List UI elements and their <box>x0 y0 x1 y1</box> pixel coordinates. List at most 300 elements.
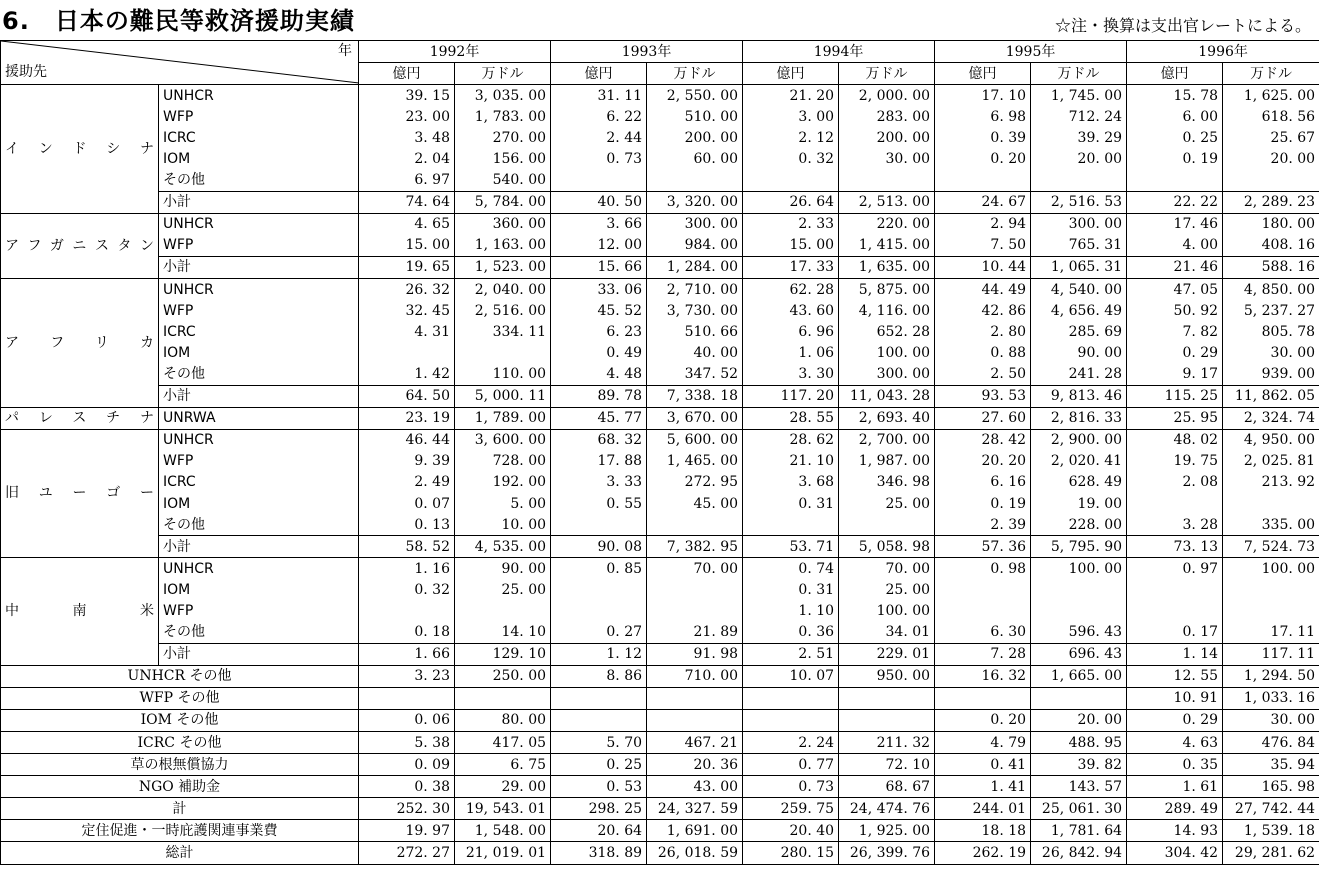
value-yen-cell: 15. 00 <box>359 235 455 257</box>
value-yen-cell: 50. 92 <box>1127 300 1223 321</box>
value-usd-cell: 5, 875. 00 <box>839 279 935 301</box>
value-usd-cell: 712. 24 <box>1031 106 1127 127</box>
value-yen-cell <box>1127 600 1223 621</box>
value-yen-cell: 0. 13 <box>359 514 455 536</box>
value-usd-cell: 283. 00 <box>839 106 935 127</box>
region-label: 旧ユーゴー <box>1 429 159 558</box>
value-usd-cell: 1, 783. 00 <box>455 106 551 127</box>
unit-yen-header: 億円 <box>935 63 1031 85</box>
value-yen-cell: 5. 38 <box>359 732 455 754</box>
value-usd-cell: 1, 033. 16 <box>1223 687 1319 709</box>
value-usd-cell: 24, 327. 59 <box>647 798 743 820</box>
value-usd-cell: 27, 742. 44 <box>1223 798 1319 820</box>
value-yen-cell: 0. 32 <box>743 148 839 169</box>
value-yen-cell: 62. 28 <box>743 279 839 301</box>
organization-label: ICRC <box>159 321 359 342</box>
value-usd-cell <box>1223 493 1319 514</box>
value-yen-cell: 3. 68 <box>743 472 839 493</box>
summary-row <box>1 687 1319 709</box>
value-yen-cell: 7. 50 <box>935 235 1031 257</box>
value-usd-cell: 540. 00 <box>455 170 551 192</box>
value-yen-cell: 15. 66 <box>551 256 647 278</box>
value-usd-cell: 2, 693. 40 <box>839 407 935 429</box>
value-usd-cell: 596. 43 <box>1031 622 1127 644</box>
value-yen-cell: 0. 73 <box>551 148 647 169</box>
organization-label: その他 <box>159 514 359 536</box>
value-yen-cell: 1. 61 <box>1127 776 1223 798</box>
value-yen-cell: 17. 46 <box>1127 213 1223 235</box>
value-usd-cell: 26, 018. 59 <box>647 842 743 864</box>
value-usd-cell: 21. 89 <box>647 622 743 644</box>
value-yen-cell: 0. 27 <box>551 622 647 644</box>
value-usd-cell: 25. 67 <box>1223 127 1319 148</box>
value-yen-cell: 1. 66 <box>359 643 455 665</box>
value-usd-cell <box>455 342 551 363</box>
value-usd-cell: 4, 850. 00 <box>1223 279 1319 301</box>
year-header: 1995年 <box>935 41 1127 63</box>
table-row <box>1 514 1319 536</box>
value-yen-cell: 0. 49 <box>551 342 647 363</box>
value-yen-cell: 0. 29 <box>1127 342 1223 363</box>
value-yen-cell: 19. 65 <box>359 256 455 278</box>
aid-table <box>0 40 1319 865</box>
unit-yen-header: 億円 <box>359 63 455 85</box>
value-usd-cell: 30. 00 <box>1223 342 1319 363</box>
value-usd-cell: 1, 625. 00 <box>1223 85 1319 107</box>
value-usd-cell <box>1223 600 1319 621</box>
value-usd-cell: 2, 516. 00 <box>455 300 551 321</box>
organization-label: IOM <box>159 579 359 600</box>
value-usd-cell: 3, 320. 00 <box>647 191 743 213</box>
value-usd-cell: 272. 95 <box>647 472 743 493</box>
value-yen-cell: 23. 00 <box>359 106 455 127</box>
value-usd-cell: 1, 284. 00 <box>647 256 743 278</box>
value-yen-cell: 0. 19 <box>1127 148 1223 169</box>
year-header: 1996年 <box>1127 41 1319 63</box>
organization-label: WFP <box>159 300 359 321</box>
value-yen-cell: 2. 08 <box>1127 472 1223 493</box>
subtotal-label: 小計 <box>159 385 359 407</box>
value-usd-cell: 285. 69 <box>1031 321 1127 342</box>
value-yen-cell: 28. 62 <box>743 429 839 451</box>
value-yen-cell <box>551 170 647 192</box>
value-yen-cell: 2. 80 <box>935 321 1031 342</box>
value-usd-cell: 21, 019. 01 <box>455 842 551 864</box>
value-yen-cell: 45. 77 <box>551 407 647 429</box>
value-yen-cell: 3. 00 <box>743 106 839 127</box>
value-usd-cell: 4, 116. 00 <box>839 300 935 321</box>
value-usd-cell: 241. 28 <box>1031 363 1127 385</box>
value-usd-cell <box>647 600 743 621</box>
unit-yen-header: 億円 <box>551 63 647 85</box>
value-usd-cell: 11, 043. 28 <box>839 385 935 407</box>
summary-label: ICRC その他 <box>1 732 359 754</box>
value-yen-cell: 0. 07 <box>359 493 455 514</box>
value-usd-cell: 710. 00 <box>647 665 743 687</box>
value-usd-cell <box>1031 579 1127 600</box>
subtotal-label: 小計 <box>159 536 359 558</box>
value-yen-cell: 17. 10 <box>935 85 1031 107</box>
value-yen-cell: 33. 06 <box>551 279 647 301</box>
value-usd-cell: 43. 00 <box>647 776 743 798</box>
value-yen-cell: 20. 40 <box>743 820 839 842</box>
value-yen-cell: 40. 50 <box>551 191 647 213</box>
value-usd-cell: 628. 49 <box>1031 472 1127 493</box>
value-usd-cell: 2, 700. 00 <box>839 429 935 451</box>
value-usd-cell: 5, 237. 27 <box>1223 300 1319 321</box>
summary-row <box>1 709 1319 731</box>
value-usd-cell: 228. 00 <box>1031 514 1127 536</box>
table-row <box>1 170 1319 192</box>
value-yen-cell: 117. 20 <box>743 385 839 407</box>
value-yen-cell: 1. 10 <box>743 600 839 621</box>
value-yen-cell: 24. 67 <box>935 191 1031 213</box>
unit-usd-header: 万ドル <box>1223 63 1319 85</box>
value-usd-cell: 3, 600. 00 <box>455 429 551 451</box>
value-yen-cell: 318. 89 <box>551 842 647 864</box>
value-yen-cell: 4. 65 <box>359 213 455 235</box>
value-usd-cell: 765. 31 <box>1031 235 1127 257</box>
value-usd-cell: 4, 656. 49 <box>1031 300 1127 321</box>
value-yen-cell: 262. 19 <box>935 842 1031 864</box>
organization-label: UNHCR <box>159 558 359 580</box>
value-yen-cell: 73. 13 <box>1127 536 1223 558</box>
table-row <box>1 429 1319 451</box>
value-yen-cell: 68. 32 <box>551 429 647 451</box>
value-usd-cell <box>839 514 935 536</box>
value-usd-cell: 3, 730. 00 <box>647 300 743 321</box>
value-usd-cell <box>647 709 743 731</box>
value-yen-cell: 7. 82 <box>1127 321 1223 342</box>
summary-label: 草の根無償協力 <box>1 754 359 776</box>
value-usd-cell: 1, 163. 00 <box>455 235 551 257</box>
value-usd-cell: 300. 00 <box>647 213 743 235</box>
value-yen-cell <box>359 342 455 363</box>
value-usd-cell: 2, 020. 41 <box>1031 451 1127 472</box>
value-yen-cell <box>935 687 1031 709</box>
value-yen-cell: 0. 35 <box>1127 754 1223 776</box>
table-row <box>1 385 1319 407</box>
value-yen-cell: 0. 88 <box>935 342 1031 363</box>
recipient-axis-label: 援助先 <box>5 64 47 80</box>
value-usd-cell: 618. 56 <box>1223 106 1319 127</box>
value-yen-cell: 6. 98 <box>935 106 1031 127</box>
value-usd-cell: 2, 516. 53 <box>1031 191 1127 213</box>
value-usd-cell: 950. 00 <box>839 665 935 687</box>
summary-label: IOM その他 <box>1 709 359 731</box>
year-header: 1993年 <box>551 41 743 63</box>
value-yen-cell: 1. 41 <box>935 776 1031 798</box>
value-usd-cell: 192. 00 <box>455 472 551 493</box>
summary-label: 定住促進・一時庇護関連事業費 <box>1 820 359 842</box>
value-yen-cell: 1. 12 <box>551 643 647 665</box>
value-yen-cell: 0. 20 <box>935 148 1031 169</box>
value-yen-cell: 2. 12 <box>743 127 839 148</box>
value-usd-cell: 300. 00 <box>839 363 935 385</box>
value-usd-cell: 117. 11 <box>1223 643 1319 665</box>
value-yen-cell: 1. 16 <box>359 558 455 580</box>
value-usd-cell <box>647 514 743 536</box>
value-yen-cell: 32. 45 <box>359 300 455 321</box>
value-usd-cell: 728. 00 <box>455 451 551 472</box>
value-usd-cell: 588. 16 <box>1223 256 1319 278</box>
value-yen-cell: 16. 32 <box>935 665 1031 687</box>
value-usd-cell: 1, 665. 00 <box>1031 665 1127 687</box>
value-yen-cell <box>743 170 839 192</box>
value-yen-cell: 2. 51 <box>743 643 839 665</box>
value-usd-cell: 3, 035. 00 <box>455 85 551 107</box>
value-yen-cell: 28. 55 <box>743 407 839 429</box>
value-yen-cell: 19. 75 <box>1127 451 1223 472</box>
value-yen-cell: 26. 64 <box>743 191 839 213</box>
value-yen-cell: 1. 06 <box>743 342 839 363</box>
value-usd-cell: 213. 92 <box>1223 472 1319 493</box>
value-yen-cell: 57. 36 <box>935 536 1031 558</box>
value-usd-cell: 2, 289. 23 <box>1223 191 1319 213</box>
value-yen-cell <box>935 579 1031 600</box>
value-usd-cell: 510. 00 <box>647 106 743 127</box>
value-yen-cell: 2. 33 <box>743 213 839 235</box>
organization-label: WFP <box>159 600 359 621</box>
value-usd-cell: 5, 795. 90 <box>1031 536 1127 558</box>
value-yen-cell: 90. 08 <box>551 536 647 558</box>
value-yen-cell: 48. 02 <box>1127 429 1223 451</box>
value-yen-cell: 19. 97 <box>359 820 455 842</box>
year-header: 1994年 <box>743 41 935 63</box>
value-yen-cell: 0. 38 <box>359 776 455 798</box>
value-usd-cell: 211. 32 <box>839 732 935 754</box>
value-yen-cell: 4. 31 <box>359 321 455 342</box>
value-yen-cell: 6. 16 <box>935 472 1031 493</box>
table-row <box>1 600 1319 621</box>
value-yen-cell: 289. 49 <box>1127 798 1223 820</box>
value-usd-cell: 347. 52 <box>647 363 743 385</box>
summary-label: WFP その他 <box>1 687 359 709</box>
value-usd-cell: 1, 789. 00 <box>455 407 551 429</box>
region-label: パレスチナ <box>1 407 159 429</box>
value-yen-cell: 0. 41 <box>935 754 1031 776</box>
value-yen-cell <box>551 687 647 709</box>
value-usd-cell: 2, 000. 00 <box>839 85 935 107</box>
table-row <box>1 300 1319 321</box>
value-yen-cell: 25. 95 <box>1127 407 1223 429</box>
value-yen-cell: 31. 11 <box>551 85 647 107</box>
value-usd-cell: 5, 600. 00 <box>647 429 743 451</box>
organization-label: IOM <box>159 493 359 514</box>
value-usd-cell: 5, 784. 00 <box>455 191 551 213</box>
value-yen-cell: 0. 25 <box>1127 127 1223 148</box>
value-yen-cell: 4. 00 <box>1127 235 1223 257</box>
value-usd-cell: 939. 00 <box>1223 363 1319 385</box>
corner-diagonal-line <box>1 41 359 84</box>
value-yen-cell: 45. 52 <box>551 300 647 321</box>
organization-label: ICRC <box>159 472 359 493</box>
value-usd-cell: 90. 00 <box>455 558 551 580</box>
conversion-note: ☆注・換算は支出官レートによる。 <box>1054 16 1311 35</box>
value-usd-cell: 19. 00 <box>1031 493 1127 514</box>
value-yen-cell <box>743 514 839 536</box>
value-usd-cell: 1, 523. 00 <box>455 256 551 278</box>
value-usd-cell: 25. 00 <box>455 579 551 600</box>
value-usd-cell: 5, 058. 98 <box>839 536 935 558</box>
unit-usd-header: 万ドル <box>647 63 743 85</box>
table-row <box>1 451 1319 472</box>
table-row <box>1 342 1319 363</box>
value-usd-cell: 20. 00 <box>1031 709 1127 731</box>
value-yen-cell: 0. 09 <box>359 754 455 776</box>
value-yen-cell: 21. 46 <box>1127 256 1223 278</box>
summary-row <box>1 754 1319 776</box>
value-usd-cell: 229. 01 <box>839 643 935 665</box>
value-yen-cell <box>743 687 839 709</box>
value-yen-cell: 2. 50 <box>935 363 1031 385</box>
value-yen-cell: 15. 00 <box>743 235 839 257</box>
value-yen-cell: 10. 91 <box>1127 687 1223 709</box>
value-usd-cell: 39. 29 <box>1031 127 1127 148</box>
value-usd-cell: 20. 00 <box>1223 148 1319 169</box>
value-usd-cell <box>647 170 743 192</box>
value-usd-cell: 1, 415. 00 <box>839 235 935 257</box>
value-usd-cell: 165. 98 <box>1223 776 1319 798</box>
unit-usd-header: 万ドル <box>455 63 551 85</box>
value-usd-cell: 26, 842. 94 <box>1031 842 1127 864</box>
value-yen-cell <box>1127 493 1223 514</box>
value-yen-cell: 2. 94 <box>935 213 1031 235</box>
value-usd-cell <box>1223 170 1319 192</box>
value-yen-cell: 10. 44 <box>935 256 1031 278</box>
value-usd-cell: 984. 00 <box>647 235 743 257</box>
value-usd-cell: 29. 00 <box>455 776 551 798</box>
value-yen-cell: 2. 24 <box>743 732 839 754</box>
value-usd-cell: 335. 00 <box>1223 514 1319 536</box>
table-row <box>1 279 1319 301</box>
value-usd-cell: 7, 382. 95 <box>647 536 743 558</box>
value-usd-cell: 17. 11 <box>1223 622 1319 644</box>
value-usd-cell: 1, 465. 00 <box>647 451 743 472</box>
value-usd-cell <box>839 687 935 709</box>
unit-yen-header: 億円 <box>743 63 839 85</box>
region-label: インドシナ <box>1 85 159 214</box>
value-yen-cell: 6. 30 <box>935 622 1031 644</box>
value-yen-cell: 6. 00 <box>1127 106 1223 127</box>
value-usd-cell: 35. 94 <box>1223 754 1319 776</box>
value-yen-cell: 23. 19 <box>359 407 455 429</box>
value-yen-cell: 1. 14 <box>1127 643 1223 665</box>
value-usd-cell: 2, 025. 81 <box>1223 451 1319 472</box>
year-header: 1992年 <box>359 41 551 63</box>
value-usd-cell: 91. 98 <box>647 643 743 665</box>
value-yen-cell: 89. 78 <box>551 385 647 407</box>
value-yen-cell: 21. 20 <box>743 85 839 107</box>
value-yen-cell: 2. 49 <box>359 472 455 493</box>
value-usd-cell: 30. 00 <box>1223 709 1319 731</box>
table-row <box>1 148 1319 169</box>
value-yen-cell <box>743 709 839 731</box>
unit-usd-header: 万ドル <box>839 63 935 85</box>
summary-label: 総計 <box>1 842 359 864</box>
table-row <box>1 472 1319 493</box>
value-yen-cell: 17. 88 <box>551 451 647 472</box>
value-yen-cell: 0. 77 <box>743 754 839 776</box>
table-row <box>1 536 1319 558</box>
value-usd-cell: 6. 75 <box>455 754 551 776</box>
value-usd-cell: 7, 524. 73 <box>1223 536 1319 558</box>
value-usd-cell: 1, 548. 00 <box>455 820 551 842</box>
value-yen-cell: 0. 97 <box>1127 558 1223 580</box>
value-usd-cell: 100. 00 <box>1223 558 1319 580</box>
value-usd-cell: 334. 11 <box>455 321 551 342</box>
value-usd-cell: 5. 00 <box>455 493 551 514</box>
value-usd-cell <box>647 687 743 709</box>
value-yen-cell: 9. 39 <box>359 451 455 472</box>
value-yen-cell: 0. 55 <box>551 493 647 514</box>
value-usd-cell: 1, 294. 50 <box>1223 665 1319 687</box>
value-usd-cell: 200. 00 <box>647 127 743 148</box>
value-usd-cell: 408. 16 <box>1223 235 1319 257</box>
value-usd-cell: 250. 00 <box>455 665 551 687</box>
table-row <box>1 191 1319 213</box>
value-yen-cell: 0. 74 <box>743 558 839 580</box>
summary-row <box>1 732 1319 754</box>
value-usd-cell: 9, 813. 46 <box>1031 385 1127 407</box>
value-yen-cell: 0. 29 <box>1127 709 1223 731</box>
value-usd-cell: 11, 862. 05 <box>1223 385 1319 407</box>
value-yen-cell: 6. 22 <box>551 106 647 127</box>
value-yen-cell: 20. 64 <box>551 820 647 842</box>
value-yen-cell: 12. 55 <box>1127 665 1223 687</box>
value-usd-cell: 510. 66 <box>647 321 743 342</box>
value-yen-cell: 0. 17 <box>1127 622 1223 644</box>
table-row <box>1 622 1319 644</box>
value-yen-cell: 252. 30 <box>359 798 455 820</box>
region-label: アフリカ <box>1 279 159 408</box>
value-yen-cell: 0. 36 <box>743 622 839 644</box>
value-yen-cell: 3. 23 <box>359 665 455 687</box>
value-usd-cell <box>455 600 551 621</box>
value-yen-cell: 64. 50 <box>359 385 455 407</box>
value-usd-cell: 100. 00 <box>839 600 935 621</box>
value-yen-cell: 47. 05 <box>1127 279 1223 301</box>
value-usd-cell: 110. 00 <box>455 363 551 385</box>
value-yen-cell: 53. 71 <box>743 536 839 558</box>
value-usd-cell: 68. 67 <box>839 776 935 798</box>
value-usd-cell: 1, 987. 00 <box>839 451 935 472</box>
value-yen-cell: 6. 96 <box>743 321 839 342</box>
value-yen-cell: 20. 20 <box>935 451 1031 472</box>
value-yen-cell: 4. 79 <box>935 732 1031 754</box>
value-usd-cell: 467. 21 <box>647 732 743 754</box>
value-yen-cell <box>935 170 1031 192</box>
value-usd-cell <box>1223 579 1319 600</box>
value-yen-cell: 3. 48 <box>359 127 455 148</box>
value-yen-cell: 0. 19 <box>935 493 1031 514</box>
value-yen-cell: 17. 33 <box>743 256 839 278</box>
value-yen-cell <box>935 600 1031 621</box>
value-yen-cell: 18. 18 <box>935 820 1031 842</box>
value-yen-cell: 115. 25 <box>1127 385 1223 407</box>
table-row <box>1 493 1319 514</box>
value-yen-cell: 0. 31 <box>743 493 839 514</box>
value-usd-cell: 360. 00 <box>455 213 551 235</box>
value-usd-cell: 1, 925. 00 <box>839 820 935 842</box>
value-usd-cell: 60. 00 <box>647 148 743 169</box>
subtotal-label: 小計 <box>159 643 359 665</box>
unit-yen-header: 億円 <box>1127 63 1223 85</box>
value-usd-cell <box>1031 687 1127 709</box>
value-yen-cell: 0. 06 <box>359 709 455 731</box>
value-yen-cell: 298. 25 <box>551 798 647 820</box>
value-usd-cell: 1, 781. 64 <box>1031 820 1127 842</box>
